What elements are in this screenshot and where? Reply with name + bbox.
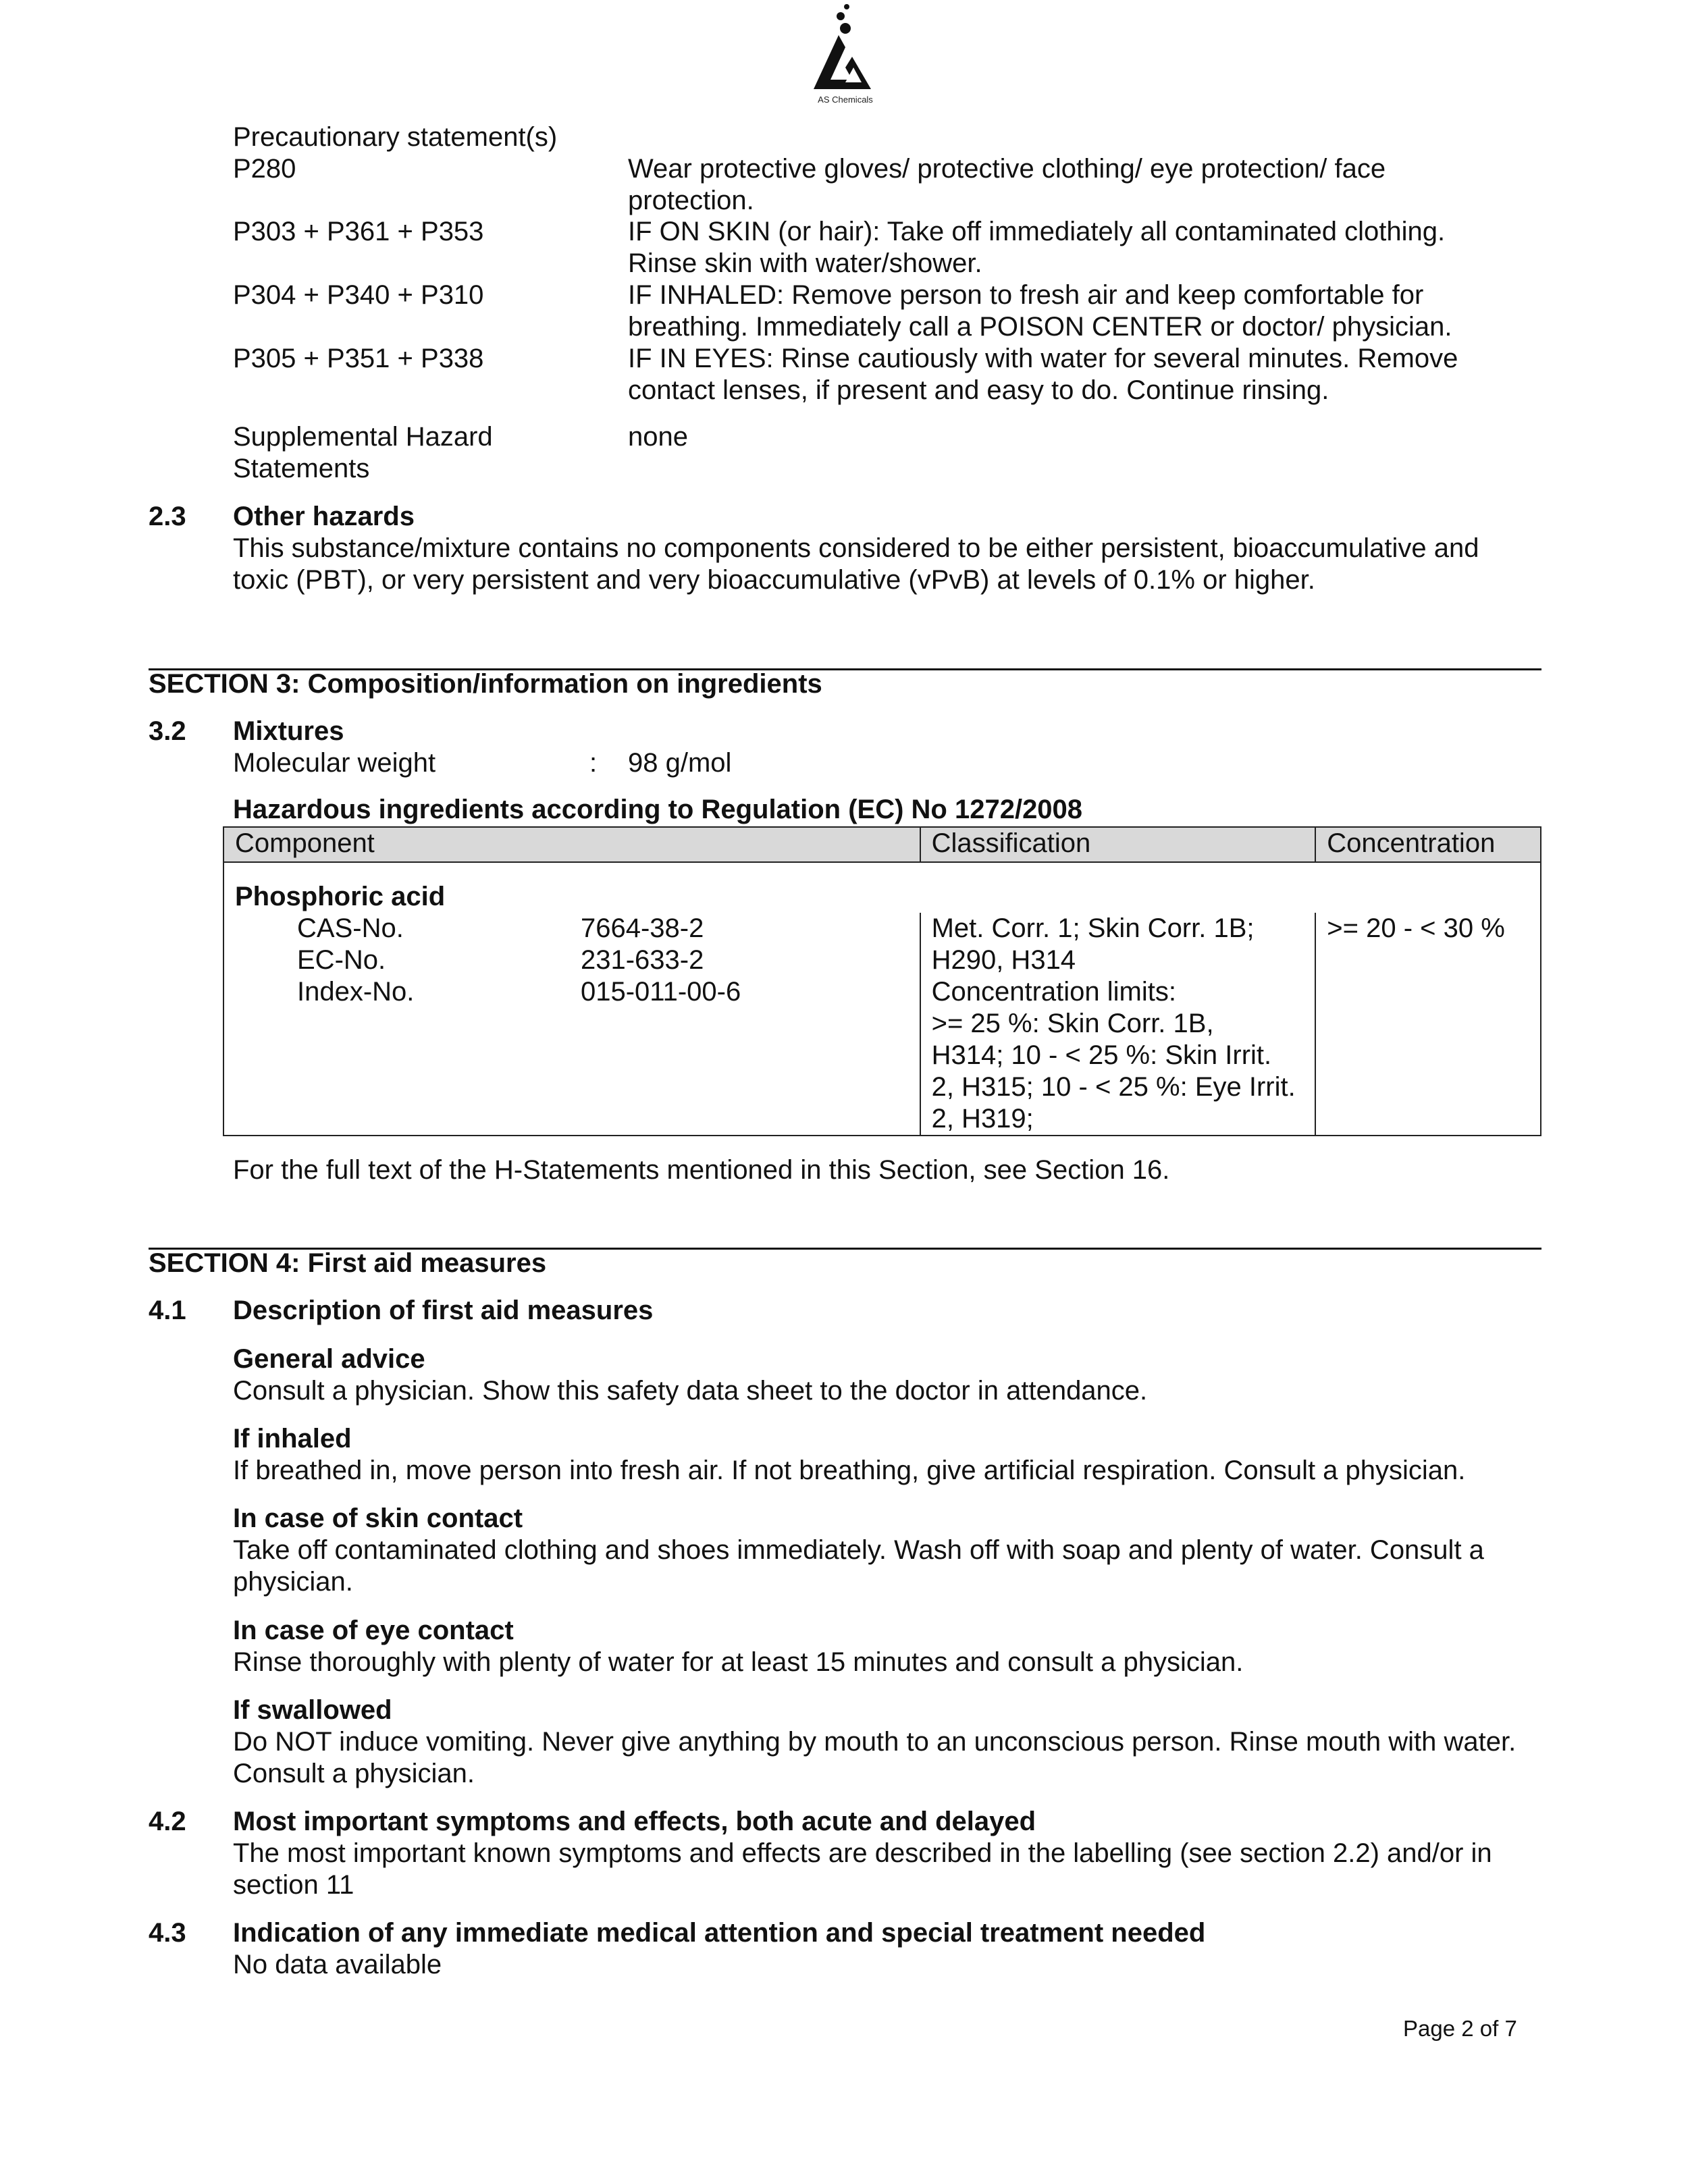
molecular-weight-colon: : <box>589 748 598 778</box>
identifier-cell <box>223 913 920 1136</box>
classification-line: H290, H314 <box>931 945 1076 975</box>
index-value: 015-011-00-6 <box>581 977 741 1007</box>
section-4-1-title: Description of first aid measures <box>233 1296 654 1325</box>
precautionary-code: P305 + P351 + P338 <box>233 344 484 373</box>
if-inhaled-text: If breathed in, move person into fresh air. If not breathing, give artificial respiration. Consult a physician. <box>233 1456 1466 1485</box>
supplemental-hazard-label: Supplemental Hazard Statements <box>233 422 493 483</box>
section-2-3-number: 2.3 <box>149 502 186 531</box>
column-header-classification: Classification <box>920 827 1316 862</box>
cas-label: CAS-No. <box>297 913 404 943</box>
eye-contact-heading: In case of eye contact <box>233 1616 514 1645</box>
if-swallowed-heading: If swallowed <box>233 1695 392 1725</box>
section-4-2-text: The most important known symptoms and effects are described in the labelling (see section 2.2) and/or in section 11 <box>233 1838 1492 1900</box>
precautionary-text: IF INHALED: Remove person to fresh air and keep comfortable for breathing. Immediately call a POISON CENTER or doctor/ physician. <box>628 280 1452 342</box>
section-4-3-text: No data available <box>233 1950 442 1979</box>
logo-caption: AS Chemicals <box>818 95 873 105</box>
section-4-3-number: 4.3 <box>149 1918 186 1948</box>
classification-line: 2, H315; 10 - < 25 %: Eye Irrit. <box>931 1072 1296 1102</box>
classification-line: 2, H319; <box>931 1104 1034 1134</box>
classification-line: Concentration limits: <box>931 977 1176 1007</box>
as-chemicals-logo-icon <box>803 0 885 108</box>
precautionary-heading: Precautionary statement(s) <box>233 122 558 152</box>
molecular-weight-label: Molecular weight <box>233 748 436 778</box>
molecular-weight-value: 98 g/mol <box>628 748 732 778</box>
column-header-concentration: Concentration <box>1315 827 1541 862</box>
supplemental-hazard-value: none <box>628 422 688 452</box>
ec-value: 231-633-2 <box>581 945 704 975</box>
classification-cell <box>920 913 1316 1136</box>
ec-label: EC-No. <box>297 945 386 975</box>
classification-line: >= 25 %: Skin Corr. 1B, <box>931 1009 1214 1038</box>
if-swallowed-text: Do NOT induce vomiting. Never give anything by mouth to an unconscious person. Rinse mouth with water. Consult a physician. <box>233 1727 1516 1788</box>
precautionary-text: IF ON SKIN (or hair): Take off immediately all contaminated clothing. Rinse skin with water/shower. <box>628 217 1446 278</box>
section-3-title: SECTION 3: Composition/information on ingredients <box>149 669 822 699</box>
hazardous-ingredients-heading: Hazardous ingredients according to Regulation (EC) No 1272/2008 <box>233 795 1083 824</box>
classification-line: Met. Corr. 1; Skin Corr. 1B; <box>931 913 1255 943</box>
precautionary-code: P304 + P340 + P310 <box>233 280 484 310</box>
general-advice-text: Consult a physician. Show this safety data sheet to the doctor in attendance. <box>233 1376 1148 1406</box>
page-number: Page 2 of 7 <box>1403 2016 1517 2041</box>
general-advice-heading: General advice <box>233 1344 425 1374</box>
eye-contact-text: Rinse thoroughly with plenty of water for at least 15 minutes and consult a physician. <box>233 1647 1244 1677</box>
precautionary-text: IF IN EYES: Rinse cautiously with water for several minutes. Remove contact lenses, if present and easy to do. Continue rinsing. <box>628 344 1458 405</box>
classification-line: H314; 10 - < 25 %: Skin Irrit. <box>931 1040 1272 1070</box>
index-label: Index-No. <box>297 977 415 1007</box>
section-4-3-title: Indication of any immediate medical attention and special treatment needed <box>233 1918 1206 1948</box>
skin-contact-heading: In case of skin contact <box>233 1503 523 1533</box>
precautionary-text: Wear protective gloves/ protective clothing/ eye protection/ face protection. <box>628 154 1386 215</box>
cas-value: 7664-38-2 <box>581 913 704 943</box>
precautionary-code: P303 + P361 + P353 <box>233 217 484 246</box>
precautionary-code: P280 <box>233 154 296 184</box>
column-header-component: Component <box>223 827 920 862</box>
h-statements-note: For the full text of the H-Statements mentioned in this Section, see Section 16. <box>233 1155 1170 1185</box>
component-name: Phosphoric acid <box>223 862 1541 913</box>
section-2-3-text: This substance/mixture contains no components considered to be either persistent, bioaccumulative and toxic (PBT), or very persistent and very bioaccumulative (vPvB) at levels of 0.1% or higher. <box>233 533 1479 595</box>
section-4-title: SECTION 4: First aid measures <box>149 1248 547 1278</box>
section-4-2-number: 4.2 <box>149 1807 186 1836</box>
section-3-2-title: Mixtures <box>233 716 344 746</box>
if-inhaled-heading: If inhaled <box>233 1424 352 1454</box>
hazardous-ingredients-table <box>223 826 1541 1136</box>
concentration-cell: >= 20 - < 30 % <box>1315 913 1541 1136</box>
section-3-2-number: 3.2 <box>149 716 186 746</box>
section-2-3-title: Other hazards <box>233 502 415 531</box>
skin-contact-text: Take off contaminated clothing and shoes immediately. Wash off with soap and plenty of water. Consult a physician. <box>233 1535 1484 1597</box>
section-4-2-title: Most important symptoms and effects, both acute and delayed <box>233 1807 1036 1836</box>
section-4-1-number: 4.1 <box>149 1296 186 1325</box>
